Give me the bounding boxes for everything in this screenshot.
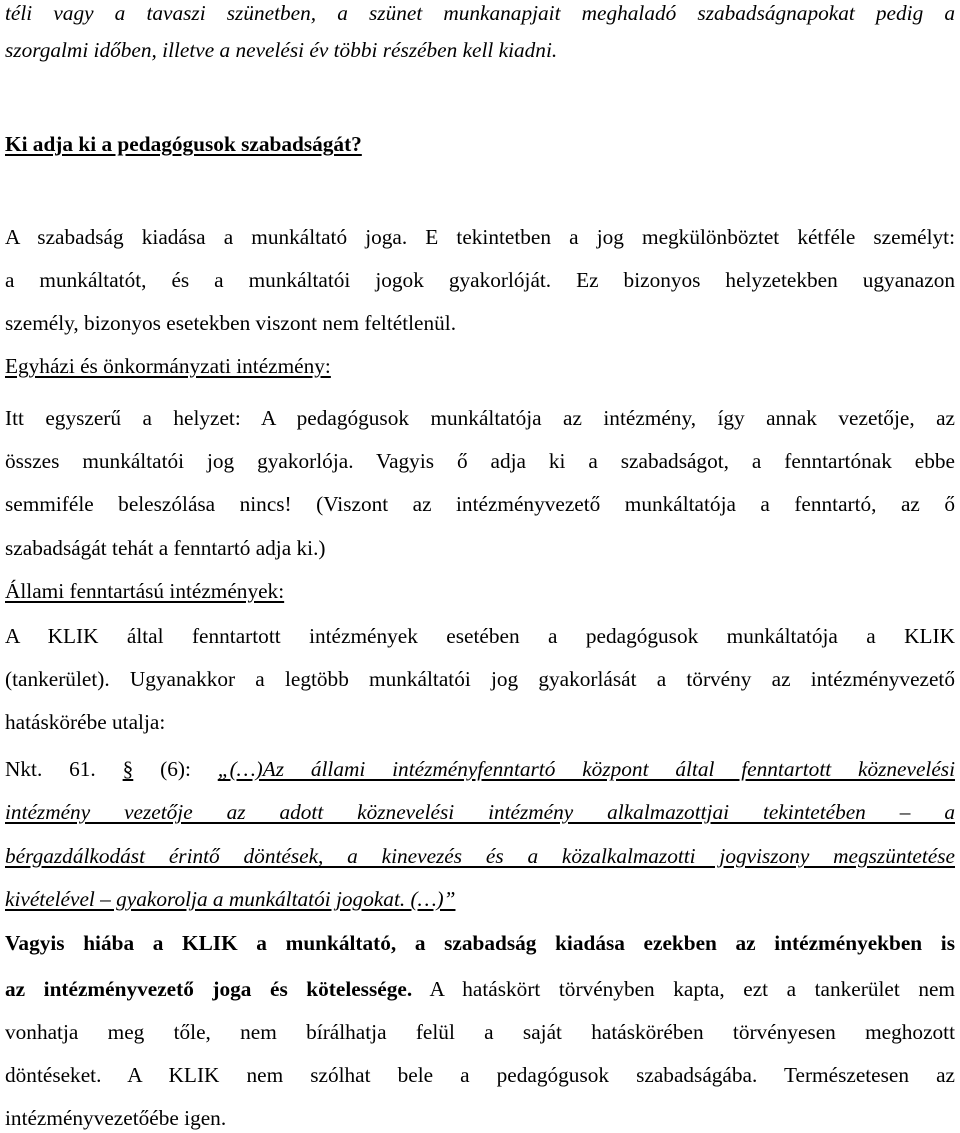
section-heading: Ki adja ki a pedagógusok szabadságát? bbox=[5, 132, 362, 156]
quote-line: bérgazdálkodást érintő döntések, a kinevezés és a közalkalmazotti jogviszony megszüntetése bbox=[5, 844, 955, 868]
paragraph-line: semmiféle beleszólása nincs! (Viszont az intézményvezető munkáltatója a fenntartó, az ő bbox=[5, 492, 955, 516]
law-citation-line bbox=[5, 756, 955, 782]
paragraph-line: szabadságát tehát a fenntartó adja ki.) bbox=[5, 536, 326, 560]
body-text: A hatáskört törvényben kapta, ezt a tankerület nem bbox=[412, 977, 955, 1001]
paragraph-line: A KLIK által fenntartott intézmények esetében a pedagógusok munkáltatója a KLIK bbox=[5, 624, 955, 648]
subheading-church-municipal: Egyházi és önkormányzati intézmény: bbox=[5, 354, 331, 378]
paragraph-line: (tankerület). Ugyanakkor a legtöbb munkáltatói jog gyakorlását a törvény az intézményvezető bbox=[5, 667, 955, 691]
paragraph-line: hatáskörébe utalja: bbox=[5, 710, 166, 734]
paragraph-line: téli vagy a tavaszi szünetben, a szünet munkanapjait meghaladó szabadságnapokat pedig a bbox=[5, 1, 955, 25]
paragraph-line: döntéseket. A KLIK nem szólhat bele a pedagógusok szabadságába. Természetesen az bbox=[5, 1063, 955, 1087]
emphasis-line: Vagyis hiába a KLIK a munkáltató, a szabadság kiadása ezekben az intézményekben is bbox=[5, 931, 955, 955]
paragraph-line: összes munkáltatói jog gyakorlója. Vagyis ő adja ki a szabadságot, a fenntartónak ebbe bbox=[5, 449, 955, 473]
paragraph-number: (6): bbox=[160, 757, 191, 781]
paragraph-line bbox=[5, 976, 955, 1002]
quote-text: „(…)Az állami intézményfenntartó központ által fenntartott köznevelési bbox=[217, 757, 955, 781]
quote-line: kivételével – gyakorolja a munkáltatói jogokat. (…)” bbox=[5, 887, 456, 911]
paragraph-line: vonhatja meg tőle, nem bírálhatja felül a saját hatáskörében törvényesen meghozott bbox=[5, 1020, 955, 1044]
paragraph-line: A szabadság kiadása a munkáltató joga. E tekintetben a jog megkülönböztet kétféle személyt: bbox=[5, 225, 955, 249]
paragraph-line: szorgalmi időben, illetve a nevelési év többi részében kell kiadni. bbox=[5, 38, 558, 62]
paragraph-line: intézményvezetőébe igen. bbox=[5, 1106, 227, 1130]
law-reference: Nkt. 61. bbox=[5, 757, 96, 781]
emphasis-text: az intézményvezető joga és kötelessége. bbox=[5, 977, 413, 1001]
section-sign: § bbox=[122, 757, 134, 781]
paragraph-line: személy, bizonyos esetekben viszont nem feltétlenül. bbox=[5, 311, 457, 335]
paragraph-line: Itt egyszerű a helyzet: A pedagógusok munkáltatója az intézmény, így annak vezetője, az bbox=[5, 406, 955, 430]
subheading-state: Állami fenntartású intézmények: bbox=[5, 579, 285, 603]
paragraph-line: a munkáltatót, és a munkáltatói jogok gyakorlóját. Ez bizonyos helyzetekben ugyanazon bbox=[5, 268, 955, 292]
quote-line: intézmény vezetője az adott köznevelési intézmény alkalmazottjai tekintetében – a bbox=[5, 800, 955, 824]
